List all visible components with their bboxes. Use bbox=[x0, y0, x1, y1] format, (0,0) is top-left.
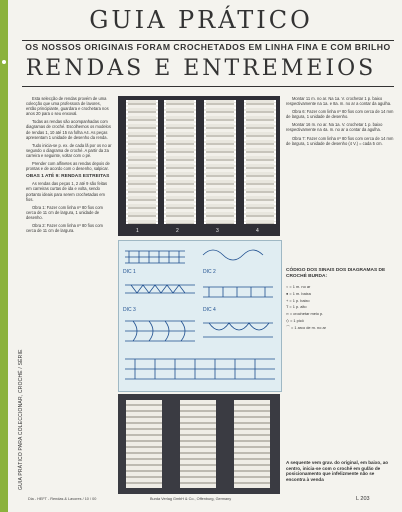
photo-label-4: 4 bbox=[256, 228, 259, 234]
page-subtitle: OS NOSSOS ORIGINAIS FORAM CROCHETADOS EM LINHA FINA E COM BRILHO bbox=[25, 42, 391, 52]
code-item: ● = 1 m. baixa bbox=[286, 290, 311, 296]
diagram-label-4: DIC 4 bbox=[203, 307, 216, 313]
side-label bbox=[10, 250, 24, 490]
footer-publisher: Burda Verlag GmbH & Co., Offenburg, Germany bbox=[150, 497, 232, 501]
code-item: T = 1 p. alto bbox=[286, 304, 307, 310]
diagram-label-2: DIC 2 bbox=[203, 269, 216, 275]
right-para-1: Obra 6: Fazer com linha nº 80 fios com cerca de 14 mm de largura, 1 unidade de desenho. bbox=[286, 109, 394, 120]
side-label-text: GUIA PRÁTICO PARA COLECCIONAR, CROCHÉ / SÉRIE bbox=[18, 349, 24, 490]
left-section-2: Obra 2: Fazer com linha nº 80 fios com cerca de 11 cm de largura. bbox=[26, 222, 103, 234]
divider-mid bbox=[22, 86, 394, 87]
codes-list bbox=[286, 285, 394, 333]
right-para-3: Obra 7: Fazer com linha nº 80 fios com cerca de 14 mm de largura, 1 unidade de desenho (4 V.) = cada 5 cm. bbox=[286, 135, 394, 146]
page-number: L 203 bbox=[356, 496, 370, 502]
footer-left: Dia - HEFT - Rendas & Lavores / 10 / 00 bbox=[28, 497, 97, 501]
photo-label-3: 3 bbox=[216, 228, 219, 234]
diagram-label-3: DIC 3 bbox=[123, 307, 136, 313]
code-item: ○ = 1 m. no ar bbox=[286, 284, 311, 289]
bottom-note: A sequente vem grav. do original, em baixo, ao centro, inicia-se com o crochê em gulão de posicionamento que infelizmente não se encontra à venda bbox=[286, 460, 389, 482]
left-intro-1: Todas as rendas são acompanhadas com diagramas de croché. Escolhemos os modelos de rendas 1, 10 até 15 na folha A4. As peças apresentam 1 unidade de desenho da renda. bbox=[26, 119, 111, 140]
code-item: ◇ = 1 picô bbox=[286, 317, 304, 323]
lace-photo bbox=[118, 96, 280, 236]
code-item: ∞ = crochetar meio p. bbox=[286, 311, 324, 317]
left-section-0: As rendas das peças 1, 2 até 9 são feitas em carreiras curtas de ida e volta, sendo portanto ideais para serem crochetadas em fios. bbox=[26, 181, 108, 202]
right-text-column bbox=[286, 96, 394, 149]
photo-label-1: 1 bbox=[136, 228, 139, 234]
page-title: GUIA PRÁTICO bbox=[89, 6, 313, 34]
diagram-label-1: DIC 1 bbox=[123, 269, 136, 275]
lace-strip-3 bbox=[204, 100, 236, 224]
right-para-0: Montar 11 m. no ar. Na 1a. V. crochetar 1 p. baixo respectivamente na 1a. e 8a. m. no ar a contar da agulha. bbox=[286, 96, 392, 107]
lace-band-2 bbox=[180, 400, 216, 488]
left-intro-2: Tudo inicia-se p. ex. de cada lã por os no ar segundo o diagrama de croché. A partir da 2a carreira e seguinte, voltar com o pé. bbox=[26, 142, 112, 158]
left-intro-0: Esta selecção de rendas provém de uma colecção que uma professora de lavores, então principiante, guardara e crochetara nos anos 20 para o seu enxoval. bbox=[26, 96, 109, 117]
lace-strip-2 bbox=[164, 100, 196, 224]
lace-photo-bottom bbox=[118, 394, 280, 494]
left-text-column bbox=[26, 96, 112, 236]
lace-band-3 bbox=[234, 400, 270, 488]
lace-strip-4 bbox=[244, 100, 276, 224]
left-section-1: Obra 1: Fazer com linha nº 80 fios com cerca de 11 cm de largura, 1 unidade de desenho. bbox=[26, 204, 103, 220]
lace-strip-1 bbox=[126, 100, 158, 224]
divider-top bbox=[22, 40, 394, 41]
code-item: + = 1 p. baixo bbox=[286, 297, 310, 303]
codes-title: CÓDIGO DOS SINAIS DOS DIAGRAMAS DE CROCHÉ BURDA: bbox=[286, 268, 386, 279]
photo-label-2: 2 bbox=[176, 228, 179, 234]
lace-band-1 bbox=[126, 400, 162, 488]
code-item: ⌒ = 1 arco de m. no ar bbox=[286, 324, 326, 330]
diagram-drawing bbox=[119, 241, 279, 389]
crochet-diagrams bbox=[118, 240, 282, 392]
left-intro-3: Prender com alfinetes as rendas depois de prontas e de acordo com o desenho, salpicar. bbox=[26, 161, 110, 172]
section-heading: OBAS 1 ATÉ 9: RENDAS ESTREITAS bbox=[26, 174, 110, 180]
right-para-2: Montar 16 m. no ar. Na 1a. V. crochetar 1 p. baixo respectivamente na 4a. m. no ar a contar da agulha. bbox=[286, 122, 383, 133]
section-title: RENDAS E ENTREMEIOS bbox=[25, 56, 377, 81]
